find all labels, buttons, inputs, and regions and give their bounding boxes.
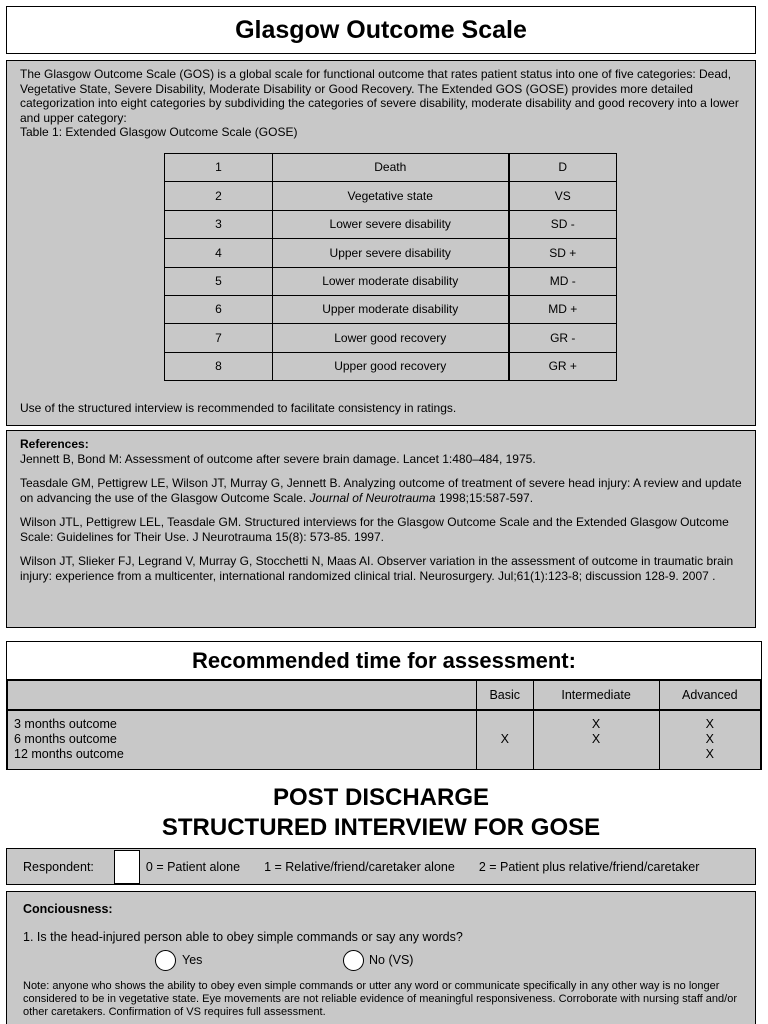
- intermediate-mark: [534, 747, 659, 762]
- gose-abbreviation: GR -: [509, 324, 617, 352]
- advanced-mark: X: [705, 717, 714, 732]
- gose-abbreviation: MD +: [509, 295, 617, 323]
- basic-mark: [477, 717, 533, 732]
- intermediate-mark: X: [591, 717, 601, 732]
- title-box: [6, 6, 756, 54]
- advanced-column: [659, 710, 760, 770]
- gose-category: Lower moderate disability: [273, 267, 509, 295]
- gose-abbreviation: SD -: [509, 210, 617, 238]
- gose-category: Vegetative state: [273, 182, 509, 210]
- intro-text: The Glasgow Outcome Scale (GOS) is a global scale for functional outcome that rates patient status into one of five categories: Dead, Vegetative State, Severe Disability, Moderate Disability or Good Recovery. The Extended GOS (GOSE) provides more detailed categorization into eight categories by subdividing the categories of severe disability, moderate disability and good recovery into a lower and upper category:: [20, 67, 739, 125]
- consciousness-section: [6, 891, 756, 1024]
- advanced-mark: X: [705, 732, 714, 747]
- yes-radio[interactable]: [155, 950, 176, 971]
- gose-table: [164, 153, 617, 381]
- no-vs-radio[interactable]: [343, 950, 364, 971]
- row-3-months: 3 months outcome: [14, 717, 117, 732]
- gose-category: Lower good recovery: [273, 324, 509, 352]
- gose-category: Upper severe disability: [273, 239, 509, 267]
- intermediate-column: [533, 710, 659, 770]
- gose-row: [165, 267, 617, 295]
- reference-1: Jennett B, Bond M: Assessment of outcome after severe brain damage. Lancet 1:480–484, 1975.: [20, 452, 536, 466]
- question-1: 1. Is the head-injured person able to obey simple commands or say any words?: [23, 930, 463, 944]
- gose-row: [165, 239, 617, 267]
- consciousness-heading: Conciousness:: [23, 902, 113, 916]
- respondent-option-1: 1 = Relative/friend/caretaker alone: [264, 859, 455, 874]
- assessment-header-empty: [8, 681, 477, 710]
- gose-abbreviation: VS: [509, 182, 617, 210]
- gose-row: [165, 154, 617, 182]
- respondent-input[interactable]: [114, 850, 140, 884]
- references-section: [6, 430, 756, 628]
- reference-2-journal: Journal of Neurotrauma: [309, 491, 436, 505]
- gose-row: [165, 182, 617, 210]
- respondent-option-0: 0 = Patient alone: [145, 859, 241, 874]
- basic-mark: [477, 747, 533, 762]
- gose-abbreviation: GR +: [509, 352, 617, 380]
- respondent-label: Respondent:: [23, 859, 94, 874]
- reference-4: Wilson JT, Slieker FJ, Legrand V, Murray G, Stocchetti N, Maas AI. Observer variation in the assessment of outcome in traumatic brain injury: experience from a multicenter, international randomized clinical trial. Neurosurgery. Jul;61(1):123-8; discussion 128-9. 2007 .: [20, 554, 734, 583]
- gose-row: [165, 210, 617, 238]
- gose-row: [165, 324, 617, 352]
- advanced-mark: X: [705, 747, 714, 762]
- gose-row: [165, 295, 617, 323]
- interview-note: Use of the structured interview is recommended to facilitate consistency in ratings.: [20, 401, 457, 415]
- gose-category: Upper moderate disability: [273, 295, 509, 323]
- gose-row: [165, 352, 617, 380]
- header-intermediate: Intermediate: [533, 681, 659, 710]
- assessment-table: [7, 680, 761, 770]
- reference-2-text: Teasdale GM, Pettigrew LE, Wilson JT, Murray G, Jennett B. Analyzing outcome of treatment of severe head injury: A review and update on advancing the use of the Glasgow Outcome Scale.: [20, 476, 742, 505]
- assessment-row-labels: [8, 710, 477, 770]
- assessment-header-row: [8, 681, 761, 710]
- assessment-body-row: [8, 710, 761, 770]
- post-discharge-line2: STRUCTURED INTERVIEW FOR GOSE: [161, 814, 601, 841]
- header-basic: Basic: [477, 681, 534, 710]
- gose-number: 1: [165, 154, 273, 182]
- reference-2: [20, 476, 742, 506]
- gose-number: 2: [165, 182, 273, 210]
- gose-number: 4: [165, 239, 273, 267]
- yes-label: Yes: [182, 953, 203, 967]
- gose-category: Death: [273, 154, 509, 182]
- header-advanced: Advanced: [659, 681, 760, 710]
- reference-3: Wilson JTL, Pettigrew LEL, Teasdale GM. Structured interviews for the Glasgow Outcome Scale and the Extended Glasgow Outcome Scale: Guidelines for Their Use. J Neurotrauma 15(8): 573-85. 1997.: [20, 515, 729, 544]
- intro-section: [6, 60, 756, 426]
- consciousness-note: Note: anyone who shows the ability to obey even simple commands or utter any word or communicate specifically in any other way is no longer considered to be in vegetative state. Eye movements are not reliable evidence of meaningful responsiveness. Corroborate with nursing staff and/or other caretakers. Confirmation of VS requires full assessment.: [23, 980, 737, 1018]
- gose-number: 8: [165, 352, 273, 380]
- gose-number: 5: [165, 267, 273, 295]
- row-12-months: 12 months outcome: [14, 747, 124, 762]
- gose-category: Lower severe disability: [273, 210, 509, 238]
- respondent-section: [6, 848, 756, 885]
- gose-number: 6: [165, 295, 273, 323]
- reference-2-citation: 1998;15:587-597.: [438, 491, 534, 505]
- gose-number: 7: [165, 324, 273, 352]
- no-vs-label: No (VS): [369, 953, 414, 967]
- intermediate-mark: X: [591, 732, 601, 747]
- question-1-options: [23, 950, 739, 972]
- gose-abbreviation: MD -: [509, 267, 617, 295]
- row-6-months: 6 months outcome: [14, 732, 117, 747]
- assessment-time-section: [6, 641, 762, 770]
- gose-abbreviation: D: [509, 154, 617, 182]
- basic-column: [477, 710, 534, 770]
- assessment-title: Recommended time for assessment:: [7, 642, 761, 680]
- table-caption: Table 1: Extended Glasgow Outcome Scale (GOSE): [20, 125, 298, 139]
- respondent-option-2: 2 = Patient plus relative/friend/caretaker: [478, 859, 700, 874]
- gose-category: Upper good recovery: [273, 352, 509, 380]
- basic-mark: X: [500, 732, 509, 747]
- page-title: Glasgow Outcome Scale: [235, 15, 527, 44]
- gose-abbreviation: SD +: [509, 239, 617, 267]
- post-discharge-line1: POST DISCHARGE: [272, 784, 490, 811]
- post-discharge-title: [0, 783, 762, 843]
- gose-number: 3: [165, 210, 273, 238]
- references-heading: References:: [20, 437, 89, 451]
